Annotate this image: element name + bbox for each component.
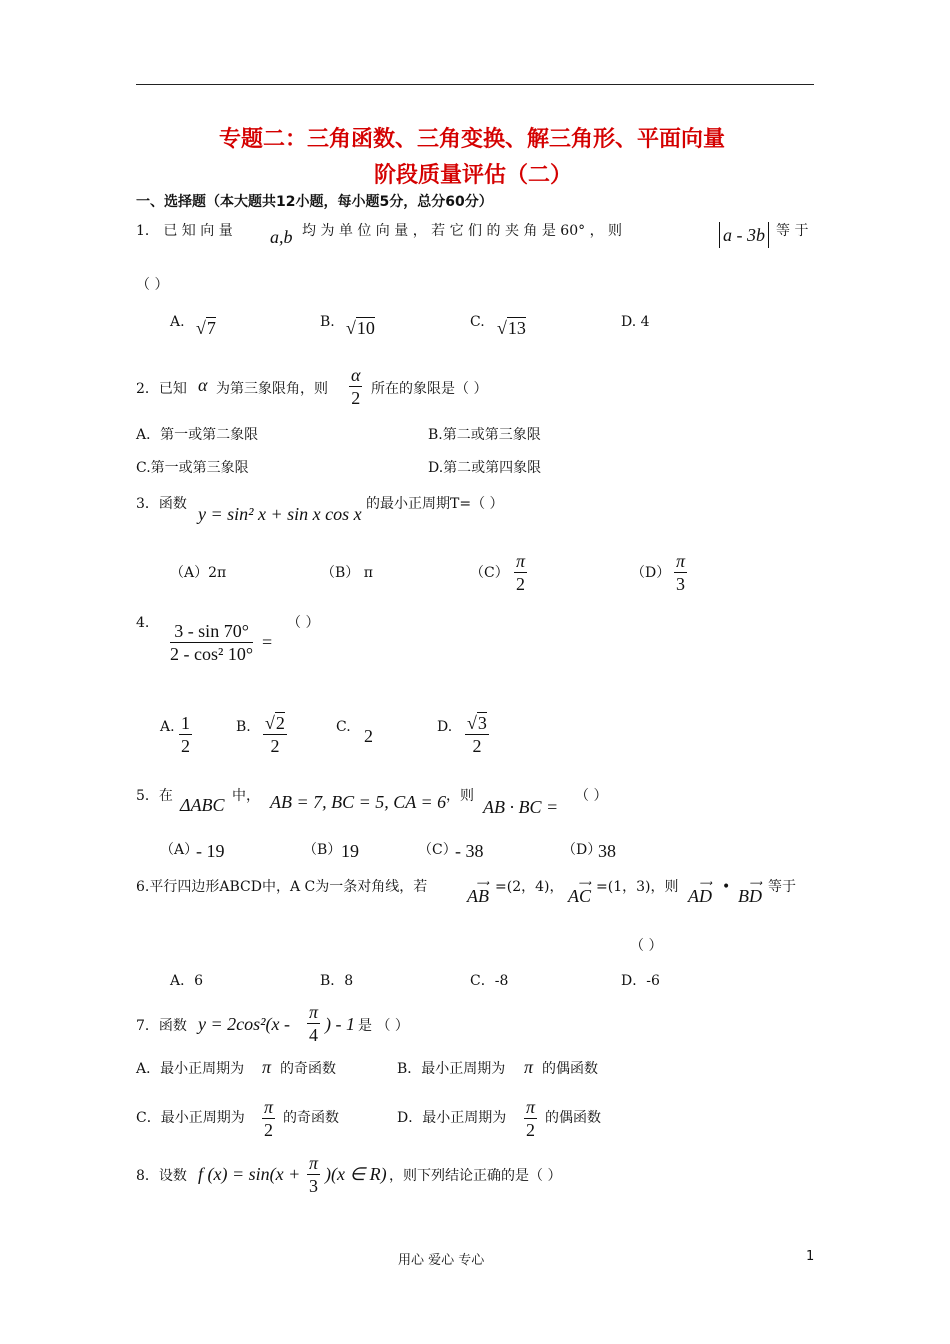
q2-option-b: B.第二或第三象限: [428, 427, 541, 443]
q7-option-a-start: A．最小正周期为: [136, 1061, 245, 1077]
q1-answer-paren: （ ）: [136, 277, 169, 293]
q3-stem-start: 3．函数: [136, 496, 187, 512]
q3-stem-end: 的最小正周期T=（ ）: [366, 496, 504, 512]
q4-option-d-frac: [465, 712, 489, 757]
q1-option-c: √13: [497, 318, 526, 338]
q6-bd-label: BD: [738, 886, 762, 906]
q1-stem-end: 等 于: [776, 223, 809, 239]
q5-conditions: AB = 7, BC = 5, CA = 6: [270, 792, 447, 812]
q6-vector-ac: ⟶ AC: [568, 878, 592, 906]
q6-ac-value: =(1，3)，则: [596, 879, 679, 895]
q5-option-d-label: （D）: [562, 842, 602, 858]
q3-option-a: （A）2π: [170, 565, 227, 581]
q8-stem-start: 8．设数: [136, 1168, 187, 1184]
q7-option-c-frac: [262, 1096, 275, 1141]
q5-option-b-label: （B）: [303, 842, 342, 858]
q4-option-d-label: D.: [437, 719, 453, 735]
q2-frac-den: 2: [351, 388, 361, 408]
q4-b-num-wrap: √2: [265, 713, 285, 733]
q1-option-a-value: 7: [206, 318, 216, 338]
q2-frac-num: α: [351, 365, 361, 385]
q6-option-c: C．-8: [470, 973, 509, 989]
q5-dot-product: AB · BC =: [483, 797, 559, 817]
q6-option-d: D．-6: [621, 973, 660, 989]
q7-option-d-end: 的偶函数: [545, 1110, 601, 1126]
q7-function-start: y = 2cos²(x -: [198, 1014, 291, 1034]
q5-option-a-label: （A）: [160, 842, 199, 858]
q8-frac-num: π: [309, 1153, 319, 1173]
q2-option-d: D.第二或第四象限: [428, 460, 542, 476]
q2-option-c: C.第一或第三象限: [136, 460, 249, 476]
q5-option-a-value: - 19: [196, 841, 225, 861]
q7-option-b-pi: π: [524, 1057, 534, 1077]
q6-option-b: B．8: [320, 973, 354, 989]
q7-answer-paren: 是 （ ）: [358, 1018, 409, 1034]
q4-answer-paren: （ ）: [287, 615, 320, 631]
q5-stem-then: ，则: [446, 788, 474, 804]
q5-option-c-value: - 38: [455, 841, 484, 861]
q4-option-b-label: B.: [236, 719, 251, 735]
q1-option-a-label: A.: [170, 314, 185, 330]
q4-d-num-wrap: √3: [467, 713, 487, 733]
q7-option-c-end: 的奇函数: [283, 1110, 339, 1126]
q7-c-num: π: [264, 1097, 274, 1117]
q8-stem-end: ，则下列结论正确的是（ ）: [389, 1168, 562, 1184]
q1-option-d: D. 4: [621, 314, 650, 330]
q3-d-num: π: [676, 551, 686, 571]
q4-option-b-frac: [263, 712, 287, 757]
q4-equals: =: [262, 632, 273, 652]
q2-stem-end: 所在的象限是（ ）: [371, 381, 488, 397]
q6-ab-value: =(2，4)，: [495, 879, 564, 895]
q3-option-c-frac: [514, 550, 527, 595]
q4-expression: [170, 620, 253, 665]
q7-stem-start: 7．函数: [136, 1018, 187, 1034]
q5-option-d-value: 38: [598, 841, 616, 861]
q1-option-a: √7: [196, 318, 216, 338]
q7-option-a-end: 的奇函数: [280, 1061, 336, 1077]
q7-c-den: 2: [264, 1120, 274, 1140]
q4-a-den: 2: [181, 736, 190, 756]
q5-stem-middle: 中，: [232, 788, 260, 804]
q5-triangle: ΔABC: [180, 795, 225, 815]
q5-option-c-label: （C）: [418, 842, 457, 858]
page-title: 专题二：三角函数、三角变换、解三角形、平面向量: [219, 127, 726, 152]
q3-function: y = sin² x + sin x cos x: [198, 504, 362, 524]
q6-ac-label: AC: [568, 886, 592, 906]
q1-option-c-value: 13: [507, 318, 526, 338]
q7-option-b-start: B．最小正周期为: [397, 1061, 506, 1077]
q5-answer-paren: （ ）: [575, 788, 608, 804]
q6-vector-bd: ⟶ BD: [738, 878, 762, 906]
q7-option-d-frac: [524, 1096, 537, 1141]
q4-option-a-label: A.: [160, 719, 175, 735]
footer-motto: 用心 爱心 专心: [398, 1253, 485, 1268]
q1-vectors: a,b: [270, 227, 293, 247]
q4-option-a-frac: [179, 712, 192, 757]
q3-c-den: 2: [516, 574, 526, 594]
q6-vector-ad: ⟶ AD: [688, 878, 712, 906]
q7-option-d-start: D．最小正周期为: [397, 1110, 507, 1126]
q7-option-c-start: C．最小正周期为: [136, 1110, 245, 1126]
q6-ab-label: AB: [467, 886, 489, 906]
q4-option-c-value: 2: [364, 726, 373, 746]
q1-stem-middle: 均 为 单 位 向 量 ， 若 它 们 的 夹 角 是 60° ， 则: [302, 223, 623, 239]
q1-option-b: √10: [346, 318, 375, 338]
q4-d-den: 2: [472, 736, 482, 756]
q5-stem-start: 5．在: [136, 788, 173, 804]
q6-stem-end: 等于: [768, 879, 796, 895]
q6-option-a: A．6: [170, 973, 204, 989]
q2-stem-middle: 为第三象限角，则: [216, 381, 328, 397]
q6-stem-start: 6.平行四边形ABCD中，A C为一条对角线，若: [136, 879, 428, 895]
q1-option-b-value: 10: [356, 318, 375, 338]
q4-d-num: 3: [477, 713, 487, 733]
q8-function-end: )(x ∈ R): [325, 1164, 387, 1184]
page-subtitle: 阶段质量评估（二）: [374, 163, 573, 188]
q3-c-num: π: [516, 551, 526, 571]
q3-option-d-label: （D）: [631, 565, 671, 581]
q4-numerator: 3 - sin 70°: [170, 620, 253, 643]
q3-option-d-frac: [674, 550, 687, 595]
q3-option-b: （B） π: [321, 565, 373, 581]
q7-frac-num: π: [309, 1002, 319, 1022]
header-rule: [136, 84, 814, 85]
q7-option-b-end: 的偶函数: [542, 1061, 598, 1077]
q7-option-a-pi: π: [262, 1057, 272, 1077]
q2-option-a: A．第一或第二象限: [136, 427, 259, 443]
q8-pi-over-3: [307, 1152, 320, 1197]
q7-function-end: ) - 1: [325, 1014, 355, 1034]
q4-denominator: 2 - cos² 10°: [170, 644, 254, 664]
q7-d-num: π: [526, 1097, 536, 1117]
q6-vector-ab: ⟶ AB: [467, 878, 489, 906]
q2-alpha: α: [198, 375, 208, 395]
q7-d-den: 2: [526, 1120, 536, 1140]
q2-half-alpha: [349, 364, 362, 409]
q8-function-start: f (x) = sin(x +: [198, 1164, 301, 1184]
q8-frac-den: 3: [309, 1176, 319, 1196]
q2-stem-start: 2．已知: [136, 381, 187, 397]
q7-pi-over-4: [307, 1001, 320, 1046]
q1-option-c-label: C.: [470, 314, 485, 330]
q4-number: 4.: [136, 615, 150, 631]
q1-option-b-label: B.: [320, 314, 335, 330]
q4-a-num: 1: [181, 713, 190, 733]
q4-option-c-label: C.: [336, 719, 351, 735]
q6-ad-label: AD: [688, 886, 712, 906]
q1-magnitude: a - 3b: [719, 222, 769, 248]
q6-dot: •: [722, 879, 731, 895]
q3-d-den: 3: [676, 574, 686, 594]
q4-b-num: 2: [275, 713, 285, 733]
q5-option-b-value: 19: [341, 841, 359, 861]
q3-option-c-label: （C）: [470, 565, 509, 581]
q4-b-den: 2: [270, 736, 280, 756]
q1-stem-start: 1． 已 知 向 量: [136, 223, 233, 239]
q7-frac-den: 4: [309, 1025, 319, 1045]
section-heading: 一、选择题（本大题共12小题，每小题5分，总分60分）: [136, 194, 493, 210]
q6-answer-paren: （ ）: [630, 938, 663, 954]
page-number: 1: [806, 1249, 815, 1264]
